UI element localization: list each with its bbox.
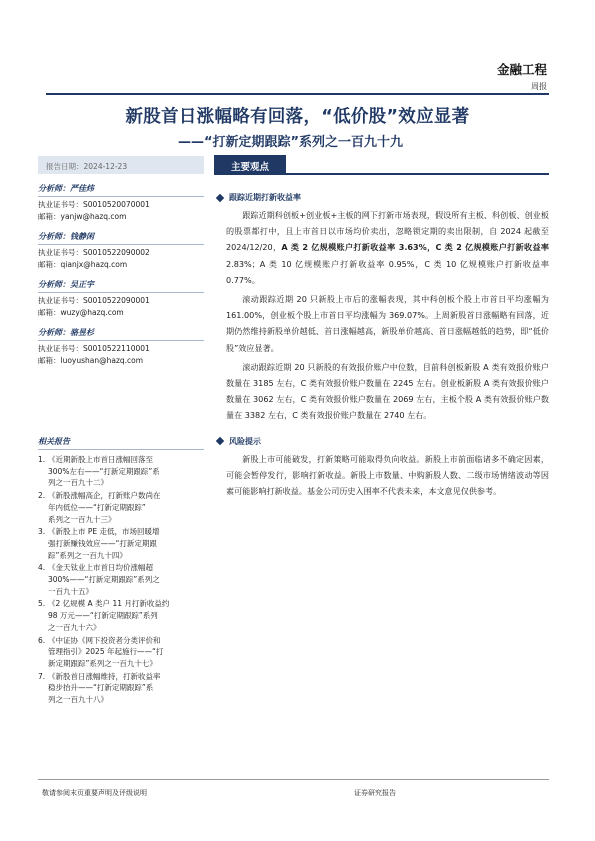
footer-disclaimer: 敬请参阅末页重要声明及评级说明 xyxy=(42,789,147,797)
section-heading-text: 跟踪近期打新收益率 xyxy=(229,193,301,202)
related-report-title: 《新股上市 PE 走低，市场回暖增 强打新赚钱效应——“打新定期跟 踪”系列之一百九十四》 xyxy=(48,527,160,560)
report-title: 新股首日涨幅略有回落，“低价股”效应显著 xyxy=(125,107,470,127)
paragraph-returns xyxy=(214,207,549,288)
related-report-title: 《2 亿规模 A 类户 11 月打新收益约 98 万元——“打新定期跟踪”系列 之一百九十六》 xyxy=(48,599,170,632)
related-reports-title: 相关报告 xyxy=(38,436,204,450)
section-heading-tracking xyxy=(214,192,549,203)
related-report-item[interactable] xyxy=(38,598,204,633)
report-period: 周报 xyxy=(531,82,547,91)
highlight-text: A 类 2 亿规模账户打新收益率 3.63%，C 类 2 亿规模账户打新收益率 xyxy=(281,242,549,253)
related-report-title: 《中证协《网下投资者分类评价和 管理指引》2025 年起施行——“打 新定期跟踪”系列之一百九十七》 xyxy=(48,635,164,668)
paragraph-first-day-gains: 滚动跟踪近期 20 只新股上市后的涨幅表现，其中科创板个股上市首日平均涨幅为 161.00%，创业板个股上市首日平均涨幅为 369.07%。上周新股首日涨幅略有回落，近期仍然维持新股单价越低、首日涨幅越高，新股单价越高、首日涨幅越低的趋势，即“低价股”效应显著。 xyxy=(226,294,549,353)
related-reports-list xyxy=(38,454,204,706)
analyst-card xyxy=(38,324,204,366)
diamond-bullet-icon xyxy=(216,437,224,445)
analyst-email: 邮箱：wuzy@hazq.com xyxy=(38,307,124,317)
paragraph-risk: 新股上市可能破发，打新策略可能取得负向收益。新股上市前面临诸多不确定因素，可能会暂停发行，影响打新收益。新股上市数量、中购新股人数、二级市场情绪波动等因素可能影响打新收益。基金公司历史入围率不代表未来，本文意见仅供参考。 xyxy=(226,453,549,497)
analyst-email: 邮箱：yanjw@hazq.com xyxy=(38,211,127,221)
analyst-license: 执业证书号：S0010522110001 xyxy=(38,344,150,353)
related-reports xyxy=(38,436,204,707)
footer-label: 证券研究报告 xyxy=(354,789,396,797)
report-date-value: 2024-12-23 xyxy=(83,162,128,171)
related-report-title: 《新股涨幅高企，打新账户数尚在 年内低位——“打新定期跟踪” 系列之一百九十三》 xyxy=(48,491,161,524)
report-date-label: 报告日期： xyxy=(46,162,84,171)
analyst-card xyxy=(38,180,204,222)
footer-divider xyxy=(38,779,549,780)
analyst-email-link[interactable]: wuzy@hazq.com xyxy=(60,307,124,317)
report-category: 金融工程 xyxy=(496,62,547,77)
related-report-number: 7. xyxy=(38,671,46,681)
analyst-email: 邮箱：qianjx@hazq.com xyxy=(38,259,128,269)
diamond-bullet-icon xyxy=(216,193,224,201)
related-report-title: 《金天钛业上市首日均价涨幅超 300%——“打新定期跟踪”系列之 一百九十五》 xyxy=(48,563,160,596)
analyst-name: 分析师：严佳炜 xyxy=(38,180,204,197)
analyst-license: 执业证书号：S0010522090002 xyxy=(38,248,150,257)
main-view-title: 主要观点 xyxy=(214,155,286,174)
related-report-number: 5. xyxy=(38,599,46,609)
analyst-email-link[interactable]: luoyushan@hazq.com xyxy=(60,355,144,365)
analyst-name: 分析师：钱静闲 xyxy=(38,228,204,245)
related-report-number: 2. xyxy=(38,491,46,501)
analyst-card xyxy=(38,228,204,270)
report-subtitle: ——“打新定期跟踪”系列之一百九十九 xyxy=(177,135,404,150)
header-divider xyxy=(46,93,549,95)
analyst-card xyxy=(38,276,204,318)
analyst-email-link[interactable]: qianjx@hazq.com xyxy=(60,259,128,269)
related-report-item[interactable] xyxy=(38,490,204,525)
analyst-name: 分析师：骆昱杉 xyxy=(38,324,204,341)
related-report-item[interactable] xyxy=(38,562,204,597)
related-report-title: 《新股首日涨幅维持，打新收益率 稳步抬升——“打新定期跟踪”系 列之一百九十八》 xyxy=(48,671,161,705)
related-report-number: 1. xyxy=(38,455,46,464)
analyst-license: 执业证书号：S0010520070001 xyxy=(38,200,150,209)
related-report-title: 《近期新股上市首日涨幅回落至 300%左右——“打新定期跟踪”系 列之一百九十二》 xyxy=(48,455,160,488)
report-date-box xyxy=(38,156,204,174)
main-view xyxy=(214,192,549,502)
related-report-item[interactable] xyxy=(38,526,204,561)
body-text: 2.83%；A 类 10 亿规模账户打新收益率 0.95%，C 类 10 亿规模账户打新收益率 0.77%。 xyxy=(226,258,549,285)
section-heading-risk xyxy=(214,436,549,447)
analyst-license: 执业证书号：S0010522090001 xyxy=(38,296,150,305)
analyst-email-link[interactable]: yanjw@hazq.com xyxy=(60,211,127,221)
related-report-item[interactable] xyxy=(38,635,204,670)
analyst-sidebar xyxy=(38,180,204,372)
related-report-number: 4. xyxy=(38,563,46,573)
related-report-item[interactable] xyxy=(38,671,204,706)
analyst-name: 分析师：吴正宇 xyxy=(38,276,204,293)
paragraph-valid-quote-accounts: 滚动跟踪近期 20 只新股的有效报价账户中位数，目前科创板新股 A 类有效报价账户数量在 3185 左右，C 类有效报价账户数量在 2245 左右。创业板新股 A 类有效报价账户数量在 3062 左右，C 类有效报价账户数量在 2069 左右，主板个股 A 类有效报价账户数量在 3382 左右，C 类有效报价账户数量在 2740 左右。 xyxy=(226,361,549,421)
related-report-number: 3. xyxy=(38,527,46,537)
section-heading-text: 风险提示 xyxy=(229,436,261,446)
body-text: 跟踪近期科创板+创业板+主板的网下打新市场表现，假设所有主板、科创板、创业板的股票都打中，且上市首日以市场均价卖出，忽略锁定期的卖出限制，自 2024 起截至 2024/12/20， xyxy=(226,210,549,253)
related-report-item[interactable] xyxy=(38,454,204,489)
related-report-number: 6. xyxy=(38,635,46,645)
analyst-email: 邮箱：luoyushan@hazq.com xyxy=(38,355,144,365)
